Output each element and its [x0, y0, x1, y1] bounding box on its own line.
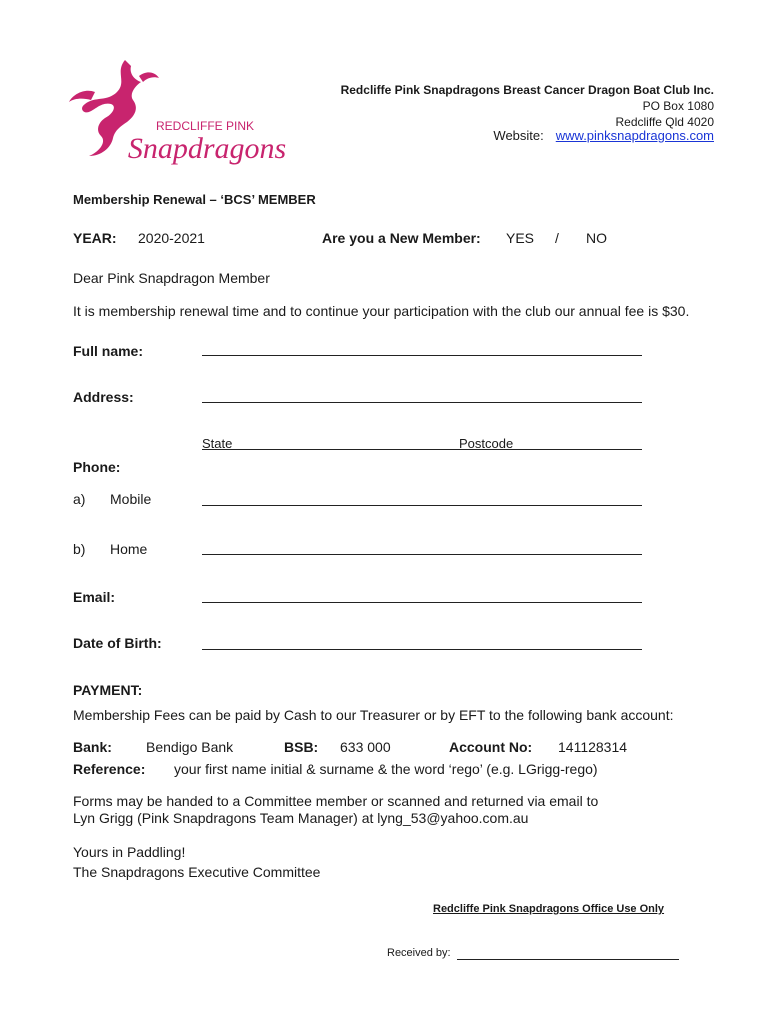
no-option[interactable]: NO [586, 230, 607, 246]
mobile-label: Mobile [110, 491, 152, 507]
state-postcode-field[interactable] [202, 449, 642, 450]
website-link[interactable]: www.pinksnapdragons.com [555, 128, 714, 143]
bsb-value: 633 000 [340, 739, 391, 755]
email-label: Email: [73, 589, 116, 605]
year-value: 2020-2021 [138, 230, 205, 246]
office-use-heading: Redcliffe Pink Snapdragons Office Use Only [433, 903, 665, 915]
address-label: Address: [73, 389, 134, 405]
po-box: PO Box 1080 [642, 99, 714, 113]
bank-value: Bendigo Bank [146, 739, 234, 755]
home-label: Home [110, 541, 148, 557]
email-field[interactable] [202, 602, 642, 603]
phone-label: Phone: [73, 459, 121, 475]
bank-label: Bank: [73, 739, 112, 755]
new-member-label: Are you a New Member: [322, 230, 481, 246]
signoff-line-2: The Snapdragons Executive Committee [73, 864, 321, 880]
full-name-label: Full name: [73, 343, 144, 359]
received-by-label: Received by: [387, 947, 451, 959]
dob-field[interactable] [202, 649, 642, 650]
club-name: Redcliffe Pink Snapdragons Breast Cancer Dragon Boat Club Inc. [340, 83, 714, 97]
forms-line-2: Lyn Grigg (Pink Snapdragons Team Manager) at lyng_53@yahoo.com.au [73, 810, 529, 826]
locality: Redcliffe Qld 4020 [615, 115, 714, 129]
mobile-marker: a) [73, 491, 86, 507]
website-label: Website: [493, 128, 544, 143]
form-title: Membership Renewal – ‘BCS’ MEMBER [73, 192, 316, 207]
account-label: Account No: [449, 739, 533, 755]
logo-text-main: Snapdragons [127, 132, 287, 165]
yes-option[interactable]: YES [506, 230, 535, 246]
website-row [493, 128, 714, 144]
dragon-logo-icon [55, 52, 295, 182]
payment-heading: PAYMENT: [73, 682, 143, 698]
option-separator: / [555, 230, 559, 246]
reference-label: Reference: [73, 761, 146, 777]
year-label: YEAR: [73, 230, 117, 246]
mobile-field[interactable] [202, 505, 642, 506]
received-by-field[interactable] [457, 959, 679, 960]
account-value: 141128314 [558, 739, 628, 755]
address-field[interactable] [202, 402, 642, 403]
intro-text: It is membership renewal time and to continue your participation with the club our annual fee is $30. [73, 303, 690, 319]
signoff-line-1: Yours in Paddling! [73, 844, 186, 860]
full-name-field[interactable] [202, 355, 642, 356]
home-field[interactable] [202, 554, 642, 555]
home-marker: b) [73, 541, 86, 557]
payment-instructions: Membership Fees can be paid by Cash to our Treasurer or by EFT to the following bank account: [73, 707, 674, 723]
dob-label: Date of Birth: [73, 635, 162, 651]
club-logo [55, 52, 295, 182]
postcode-label: Postcode [459, 436, 514, 451]
state-label: State [202, 436, 233, 451]
greeting: Dear Pink Snapdragon Member [73, 270, 270, 286]
forms-line-1: Forms may be handed to a Committee member or scanned and returned via email to [73, 793, 599, 809]
reference-value: your first name initial & surname & the word ‘rego’ (e.g. LGrigg-rego) [174, 761, 598, 777]
logo-text-top: REDCLIFFE PINK [155, 119, 255, 133]
bsb-label: BSB: [284, 739, 319, 755]
